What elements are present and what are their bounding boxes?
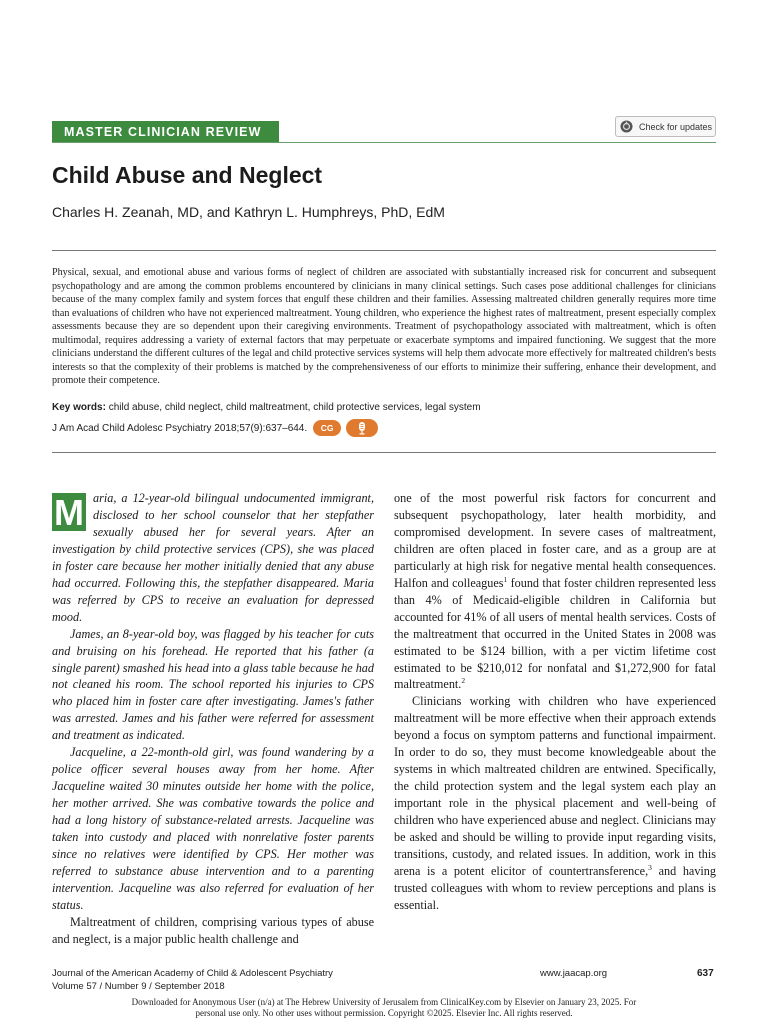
reference-link[interactable]: 3 [648, 862, 652, 872]
keywords [52, 402, 716, 413]
body-paragraph [394, 490, 716, 693]
case-vignette-maria [52, 490, 374, 626]
crossmark-refresh-icon [620, 120, 633, 133]
keywords-list: child abuse, child neglect, child maltreatment, child protective services, legal system [108, 402, 481, 413]
paragraph-text: and having trusted colleagues with whom to review perceptions and plans is essential. [394, 863, 716, 912]
cg-badge[interactable]: CG [313, 420, 341, 436]
footer-journal-info [52, 968, 472, 993]
download-notice: Downloaded for Anonymous User (n/a) at The Hebrew University of Jerusalem from ClinicalKey.com by Elsevier on January 23, 2025. For personal use only. No other uses without permission. Copyright ©2025. Elsevier Inc. All rights reserved. [131, 997, 637, 1018]
vignette-text: aria, a 12-year-old bilingual undocumented immigrant, disclosed to her school counselor that her stepfather sexually abused her for several years. After an investigation by child protective services (CPS), she was placed in foster care because her mother initially denied that any abuse had occurred. Following this, the stepfather disappeared. Maria was referred by CPS to receive an evaluation for depressed mood. [52, 491, 374, 624]
section-label: MASTER CLINICIAN REVIEW [52, 121, 279, 143]
paragraph-text: found that foster children represented less than 4% of Medicaid-eligible children in California but accounted for 41% of all users of mental health services. Costs of the maltreatment that occurred in the United States in 2008 was estimated to be $124 billion, with a per victim lifetime cost estimated to be $210,012 for nonfatal and $1,272,900 for fatal maltreatment. [394, 575, 716, 692]
case-vignette-jacqueline: Jacqueline, a 22-month-old girl, was found wandering by a police officer several houses away from her home. After Jacqueline waited 30 minutes outside her home with the police, her mother arrived. She was combative towards the police and had a long history of substance-related arrests. Jacqueline was taken into custody and placed with nonrelative foster parents since no relatives were identified by CPS. Her mother was referred to substance abuse intervention and to a parenting intervention. Jacqueline was also referred for evaluation of her status. [52, 745, 374, 912]
paragraph-text: one of the most powerful risk factors for concurrent and subsequent psychopathology, later health morbidity, and compromised development. In severe cases of maltreatment, children are often placed in foster care, and as a group are at particularly at high risk for negative mental health consequences. Halfon and colleagues [394, 491, 716, 590]
abstract: Physical, sexual, and emotional abuse and various forms of neglect of children are associated with substantially increased risk for concurrent and subsequent psychopathology and are among the common problems encountered by clinicians in many clinical settings. Such cases pose additional challenges for clinicians because of the many complex family and system forces that engulf these children and their families. Assessing maltreated children generally requires more time than evaluations of children who have not experienced maltreatment. Young children, who experience the highest rates of maltreatment, present especially complex assessments because they are so dependent upon their caregiving environments. Treatment of psychopathology associated with maltreatment, which is often multimodal, requires addressing a variety of external factors that may perpetuate or exacerbate symptoms and impaired functioning. We suggest that the more clinicians understand the different cultures of the legal and child protective services systems will help them advocate more effectively for maltreated children's bests interests so that the complexity of their problems is matched by the comprehensiveness of our efforts to minimize their suffering, enhance their development, and promote their competence. [52, 267, 716, 387]
drop-cap: M [54, 492, 84, 533]
reference-link[interactable]: 1 [503, 574, 508, 584]
author-list: Charles H. Zeanah, MD, and Kathryn L. Humphreys, PhD, EdM [52, 204, 445, 220]
citation-row [52, 418, 716, 438]
abstract-bottom-rule [52, 452, 716, 453]
header-rule [52, 142, 716, 143]
article-title: Child Abuse and Neglect [52, 162, 323, 188]
citation: J Am Acad Child Adolesc Psychiatry 2018;57(9):637–644. [52, 422, 308, 434]
check-for-updates-button[interactable] [615, 116, 716, 137]
keywords-label: Key words: [52, 402, 106, 413]
body-paragraph [394, 693, 716, 913]
journal-name: Journal of the American Academy of Child & Adolescent Psychiatry [52, 968, 333, 979]
check-for-updates-label: Check for updates [639, 121, 713, 132]
body-column-left [52, 490, 374, 948]
body-column-right [394, 490, 716, 914]
volume-line: Volume 57 / Number 9 / September 2018 [52, 980, 225, 992]
podcast-badge[interactable] [346, 419, 378, 437]
page-number: 637 [697, 968, 714, 979]
journal-url-link[interactable]: www.jaacap.org [540, 968, 608, 979]
paragraph-text: Clinicians working with children who have experienced maltreatment will be more effective when their approach extends beyond a focus on symptom patterns and functional impairment. In order to do so, they must become knowledgeable about the systems in which maltreated children are entwined. Specifically, the child protection system and the legal system each play an important role in the physical placement and well-being of children who have experienced abuse and neglect. Clinicians may be asked and should be willing to provide input regarding visits, transitions, custody, and related issues. In addition, work in this arena is a potent elicitor of countertransference, [394, 694, 716, 878]
abstract-top-rule [52, 250, 716, 251]
body-paragraph: Maltreatment of children, comprising various types of abuse and neglect, is a major public health challenge and [52, 914, 374, 946]
podcast-microphone-icon [355, 421, 369, 435]
case-vignette-james: James, an 8-year-old boy, was flagged by his teacher for cuts and bruising on his forehead. He reported that his father (a single parent) smashed his head into a glass table because he had not cleaned his room. The school reported his injuries to CPS who placed him in foster care after investigating. James's father was arrested. James and his father were referred for assessment and treatment as indicated. [52, 626, 374, 743]
reference-link[interactable]: 2 [461, 676, 466, 686]
